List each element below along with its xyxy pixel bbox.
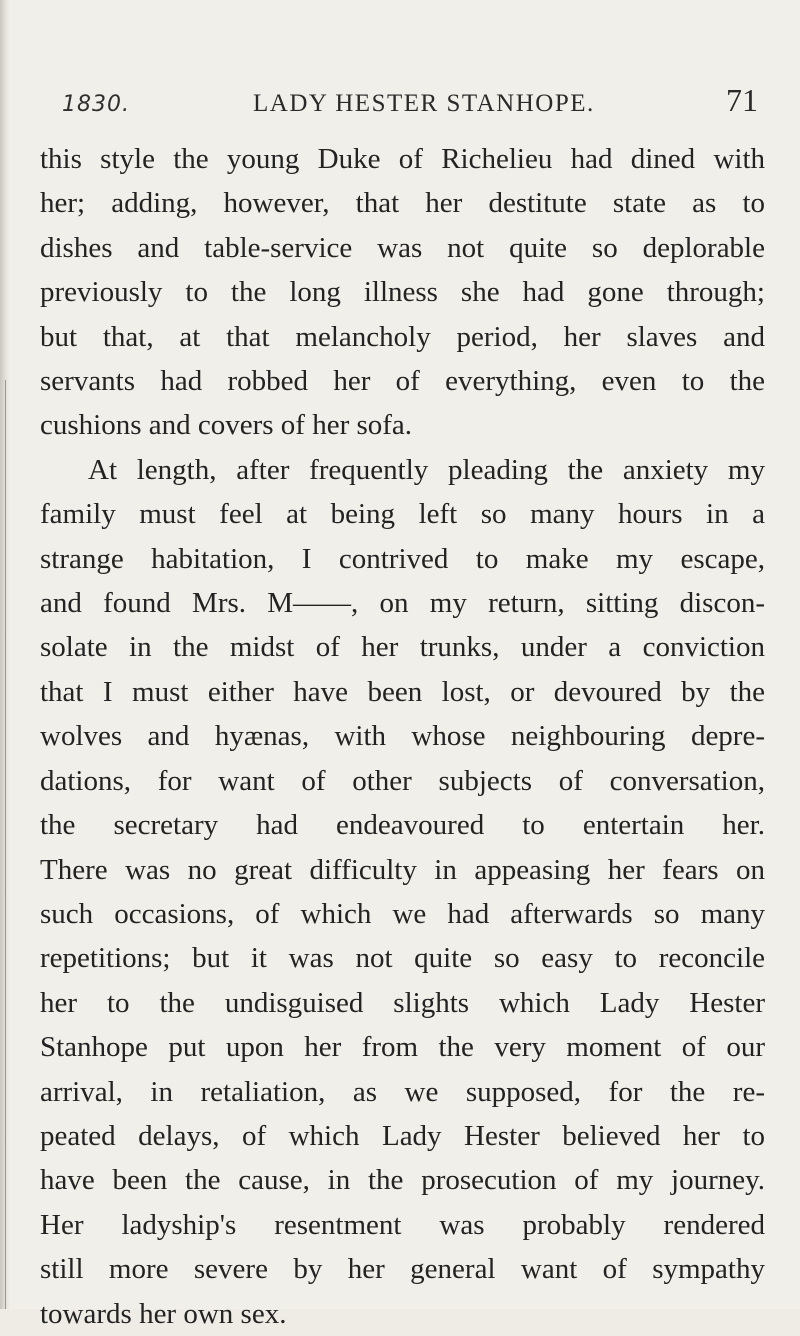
text-line: solate in the midst of her trunks, under a conviction [40,631,765,664]
text-line: Her ladyship's resentment was probably rendered [40,1208,765,1241]
text-line: her; adding, however, that her destitute state as to [40,187,765,220]
text-line: her to the undisguised slights which Lady Hester [40,986,765,1019]
text-line: strange habitation, I contrived to make my escape, [40,542,765,575]
text-line: still more severe by her general want of sympathy [40,1253,765,1286]
running-head: LADY HESTER STANHOPE. [253,90,595,117]
handwritten-note: 1830. [62,92,130,117]
text-line: family must feel at being left so many hours in a [40,498,765,531]
text-line: arrival, in retaliation, as we supposed, for the re- [40,1075,765,1108]
text-line: servants had robbed her of everything, even to the [40,365,765,398]
text-line: At length, after frequently pleading the anxiety my [88,453,765,486]
text-line: this style the young Duke of Richelieu had dined with [40,143,765,175]
text-line: Stanhope put upon her from the very moment of our [40,1031,765,1064]
page-header [58,82,758,128]
text-line: have been the cause, in the prosecution of my journey. [40,1164,765,1197]
text-line: dations, for want of other subjects of conversation, [40,764,765,797]
text-line: cushions and covers of her sofa. [40,409,413,442]
text-line: repetitions; but it was not quite so easy to reconcile [40,942,765,975]
text-line: the secretary had endeavoured to entertain her. [40,809,765,842]
text-line: that I must either have been lost, or devoured by the [40,675,765,708]
text-line: such occasions, of which we had afterwards so many [40,897,765,930]
text-line: and found Mrs. M——, on my return, sitting discon- [40,587,765,620]
text-line: but that, at that melancholy period, her slaves and [40,320,765,353]
text-line: wolves and hyænas, with whose neighbouring depre- [40,720,765,753]
text-line: peated delays, of which Lady Hester believed her to [40,1119,765,1152]
text-line: dishes and table-service was not quite so deplorable [40,231,765,264]
page-number: 71 [726,82,758,118]
text-line: previously to the long illness she had gone through; [40,276,765,309]
text-line: There was no great difficulty in appeasing her fears on [40,853,765,886]
body-text [40,137,765,1336]
gutter-line [5,380,6,1309]
text-line: towards her own sex. [40,1297,287,1330]
